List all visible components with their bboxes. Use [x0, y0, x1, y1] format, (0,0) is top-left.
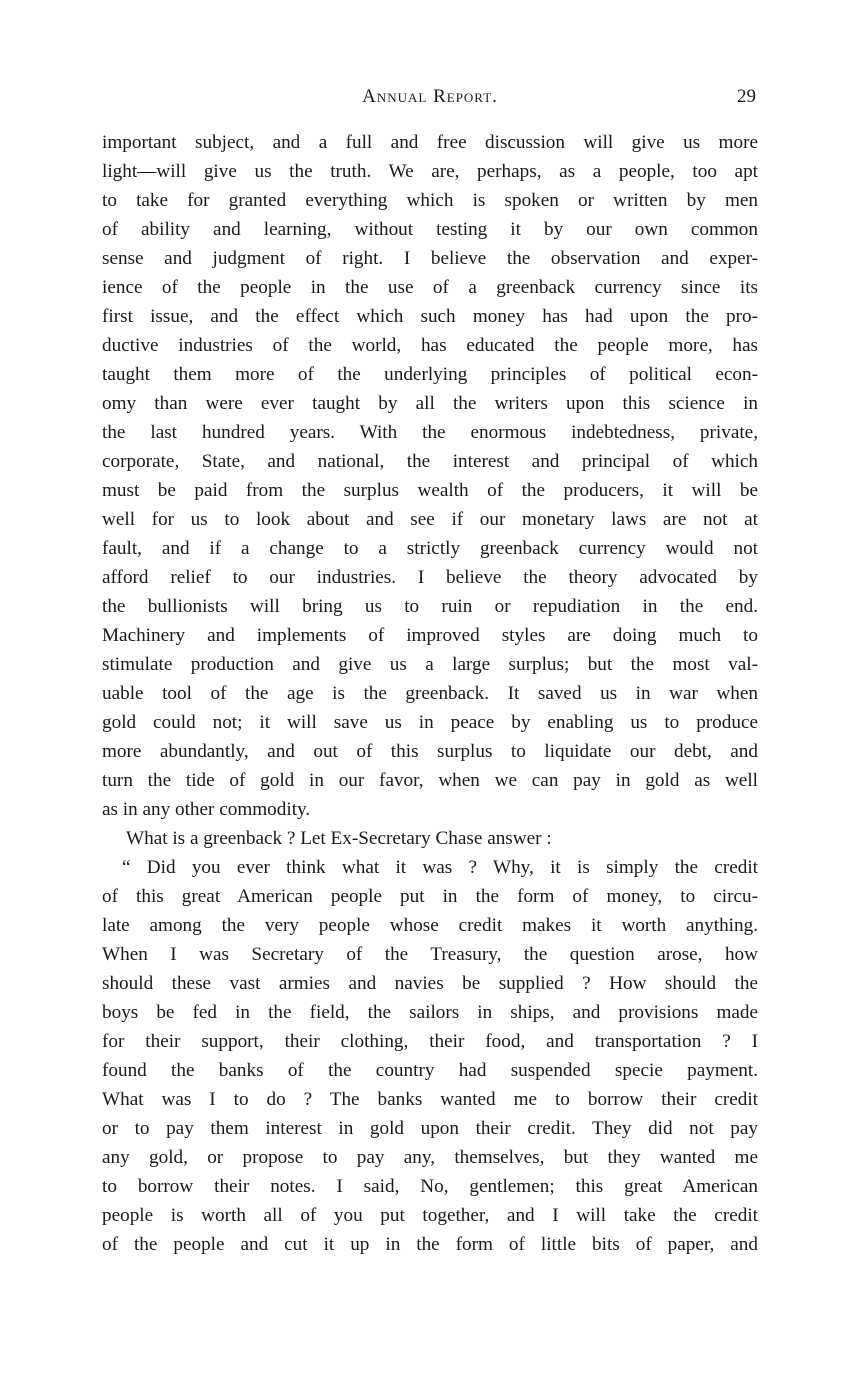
text-line: Machinery and implements of improved styles are doing much to: [102, 625, 758, 646]
question-line: What is a greenback ? Let Ex-Secretary Chase answer :: [126, 828, 552, 849]
text-line: of this great American people put in the form of money, to circu-: [102, 886, 758, 907]
text-line: more abundantly, and out of this surplus to liquidate our debt, and: [102, 741, 758, 762]
text-line: the last hundred years. With the enormous indebtedness, private,: [102, 422, 758, 443]
running-head: [100, 86, 760, 112]
text-line: sense and judgment of right. I believe the observation and exper-: [102, 248, 758, 269]
text-line: of ability and learning, without testing it by our own common: [102, 219, 758, 240]
quote-start-line: “ Did you ever think what it was ? Why, it is simply the credit: [122, 857, 758, 878]
text-line: for their support, their clothing, their food, and transportation ? I: [102, 1031, 758, 1052]
text-line: turn the tide of gold in our favor, when we can pay in gold as well: [102, 770, 758, 791]
text-line: ience of the people in the use of a greenback currency since its: [102, 277, 758, 298]
text-line: to take for granted everything which is spoken or written by men: [102, 190, 758, 211]
paragraph-end-line: as in any other commodity.: [102, 799, 311, 820]
text-line: late among the very people whose credit makes it worth anything.: [102, 915, 758, 936]
text-line: must be paid from the surplus wealth of the producers, it will be: [102, 480, 758, 501]
text-line: stimulate production and give us a large surplus; but the most val-: [102, 654, 758, 675]
text-line: of the people and cut it up in the form of little bits of paper, and: [102, 1234, 758, 1255]
text-line: found the banks of the country had suspended specie payment.: [102, 1060, 758, 1081]
text-line: well for us to look about and see if our monetary laws are not at: [102, 509, 758, 530]
body-text: [102, 128, 758, 1259]
text-line: should these vast armies and navies be supplied ? How should the: [102, 973, 758, 994]
text-line: When I was Secretary of the Treasury, the question arose, how: [102, 944, 758, 965]
text-line: or to pay them interest in gold upon their credit. They did not pay: [102, 1118, 758, 1139]
text-line: people is worth all of you put together, and I will take the credit: [102, 1205, 758, 1226]
running-title: Annual Report.: [362, 86, 498, 107]
text-line: corporate, State, and national, the interest and principal of which: [102, 451, 758, 472]
text-line: boys be fed in the field, the sailors in ships, and provisions made: [102, 1002, 758, 1023]
page-number: 29: [737, 86, 756, 107]
text-line: afford relief to our industries. I believe the theory advocated by: [102, 567, 758, 588]
text-line: first issue, and the effect which such money has had upon the pro-: [102, 306, 758, 327]
text-line: the bullionists will bring us to ruin or repudiation in the end.: [102, 596, 758, 617]
text-line: taught them more of the underlying principles of political econ-: [102, 364, 758, 385]
text-line: fault, and if a change to a strictly greenback currency would not: [102, 538, 758, 559]
text-line: gold could not; it will save us in peace by enabling us to produce: [102, 712, 758, 733]
text-line: to borrow their notes. I said, No, gentlemen; this great American: [102, 1176, 758, 1197]
text-line: light—will give us the truth. We are, perhaps, as a people, too apt: [102, 161, 758, 182]
text-line: What was I to do ? The banks wanted me to borrow their credit: [102, 1089, 758, 1110]
text-line: any gold, or propose to pay any, themselves, but they wanted me: [102, 1147, 758, 1168]
text-line: ductive industries of the world, has educated the people more, has: [102, 335, 758, 356]
text-line: omy than were ever taught by all the writers upon this science in: [102, 393, 758, 414]
text-line: important subject, and a full and free discussion will give us more: [102, 132, 758, 153]
text-line: uable tool of the age is the greenback. It saved us in war when: [102, 683, 758, 704]
